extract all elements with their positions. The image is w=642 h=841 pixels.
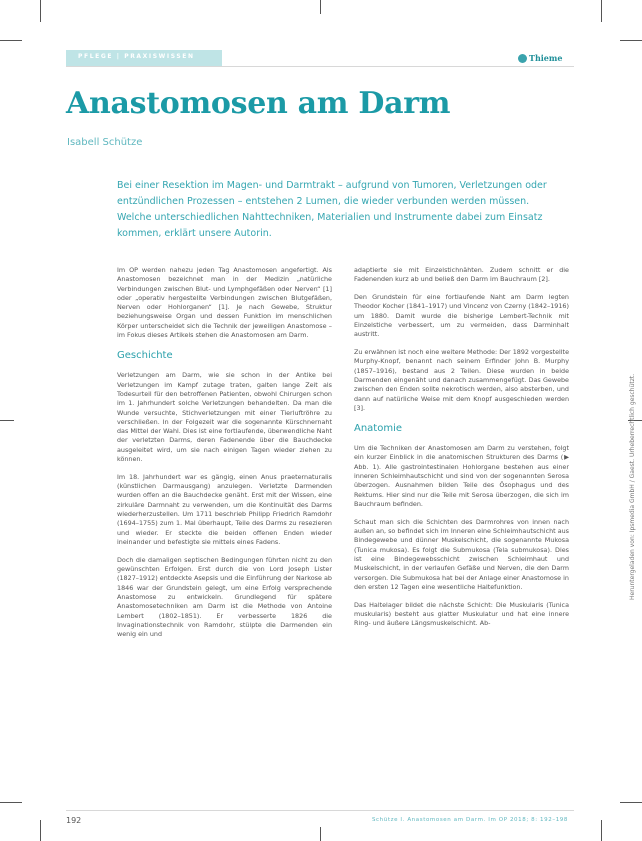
paragraph: Im 18. Jahrhundert war es gängig, einen Anus praeternaturalis (künstlichen Darmausgang) anzulegen. Verletzte Darmenden wurden offen an die Bauchdecke genäht. Erst mit der Wissen, eine zirkuläre Darmnaht zu verwenden, um die Kontinuität des Darms wiederherzustellen. Um 1711 beschrieb Philipp Friedrich Ramdohr (1694–1755) zum 1. Mal überhaupt, Teile des Darms zu resezieren und wieder. Er steckte die beiden offenen Enden wieder ineinander und befestigte sie mittels eines Fadens.	[117, 472, 332, 546]
body-column-right	[354, 266, 569, 637]
article-title: Anastomosen am Darm	[66, 86, 451, 121]
crop-mark-left-mid	[0, 420, 14, 421]
crop-mark-bottom-left-h	[0, 802, 22, 803]
paragraph: adaptierte sie mit Einzelstichnähten. Zudem schnitt er die Fadenenden kurz ab und beließ den Darm im Bauchraum [2].	[354, 266, 569, 284]
paragraph: Zu erwähnen ist noch eine weitere Methode: Der 1892 vorgestellte Murphy-Knopf, benannt nach seinem Erfinder John B. Murphy (1857–1916), bestand aus 2 Teilen. Diese wurden in beide Darmenden eingenäht und danach zusammengefügt. Das Gewebe zwischen den Enden sollte nekrotisch werden, also absterben, und dann auf natürliche Weise mit dem Knopf ausgeschieden werden [3].	[354, 348, 569, 412]
crop-mark-top-left-h	[0, 40, 22, 41]
crop-mark-top-right-h	[620, 40, 642, 41]
crop-mark-top-right-v	[601, 0, 602, 22]
article-lead: Bei einer Resektion im Magen- und Darmtrakt – aufgrund von Tumoren, Verletzungen oder entzündlichen Prozessen – entstehen 2 Lumen, die wieder verbunden werden müssen. Welche unterschiedlichen Nahttechniken, Materialien und Instrumente dabei zum Einsatz kommen, erklärt unsere Autorin.	[117, 180, 547, 239]
paragraph: Doch die damaligen septischen Bedingungen führten nicht zu den gewünschten Erfolgen. Erst durch die von Lord Joseph Lister (1827–1912) entdeckte Asepsis und die Einführung der Narkose ab 1846 war der Grundstein gelegt, um eine Erfolg versprechende Anastomose zu entwickeln. Grundlegend für spätere Anastomosetechniken am Darm ist die Methode von Antoine Lembert (1802–1851). Er verbesserte 1826 die Invaginationstechnik von Ramdohr, stülpte die Darmenden ein wenig ein und	[117, 555, 332, 639]
section-label: PFLEGE | PRAXISWISSEN	[78, 53, 195, 60]
crop-mark-bottom-right-h	[620, 802, 642, 803]
paragraph: Schaut man sich die Schichten des Darmrohres von innen nach außen an, so befindet sich im Inneren eine Schleimhautschicht aus Bindegewebe und dünner Muskelschicht, die sogenannte Mukosa (Tunica mukosa). Es folgt die Submukosa (Tela submukosa). Dies ist eine Bindegewebsschicht zwischen Schleimhaut und Muskelschicht, in der verlaufen Gefäße und Nerven, die den Darm versorgen. Die Submukosa hat bei der Anlage einer Anastomose in den ersten 12 Tagen eine wesentliche Haltefunktion.	[354, 517, 569, 591]
crop-mark-top-left-v	[40, 0, 41, 22]
download-notice	[628, 180, 638, 600]
crop-mark-bottom-left-v	[40, 820, 41, 841]
publisher-logo-text: Thieme	[529, 53, 563, 63]
download-notice-text: Heruntergeladen von: Ipsmedia GmbH / Gaest. Urheberrechtlich geschützt.	[629, 373, 636, 600]
paragraph: Im OP werden nahezu jeden Tag Anastomosen angefertigt. Als Anastomosen bezeichnet man in der Medizin „natürliche Verbindungen zwischen Blut- und Lymphgefäßen oder Nerven“ [1] oder „operativ hergestellte Verbindungen zwischen Blutgefäßen, Nerven oder Hohlorganen“ [1]. Je nach Gewebe, Struktur beziehungsweise Organ und dessen Funktion im menschlichen Körper unterscheidet sich die Technik der jeweiligen Anastomose – im Fokus dieses Artikels stehen die Anastomosen am Darm.	[117, 266, 332, 340]
journal-citation: Schütze I. Anastomosen am Darm. Im OP 2018; 8: 192–198	[371, 817, 568, 823]
publisher-logo	[518, 53, 562, 63]
article-author: Isabell Schütze	[67, 137, 143, 148]
page-number: 192	[66, 816, 82, 825]
section-heading-anatomie: Anatomie	[354, 423, 403, 435]
paragraph: Verletzungen am Darm, wie sie schon in der Antike bei Verletzungen im Kampf zutage traten, galten lange Zeit als Todesurteil für den betroffenen Patienten, obwohl Chirurgen schon im 1. Jahrhundert solche Verletzungen behandelten. Da man die Wunde versuchte, Stichverletzungen mit einer Tierluftröhre zu verschließen. In der Folgezeit war die sogenannte Kürschnernaht das Mittel der Wahl. Dies ist eine fortlaufende, überwendliche Naht der verletzten Darms, deren Fadenende über die Bauchdecke ausgeleitet wird, um sie nach einigen Tagen wieder ziehen zu können.	[117, 371, 332, 464]
body-column-left	[117, 266, 332, 648]
crop-mark-bottom-right-v	[601, 820, 602, 841]
paragraph: Den Grundstein für eine fortlaufende Naht am Darm legten Theodor Kocher (1841–1917) und Vincenz von Czerny (1842–1916) um 1880. Damit wurde die bisherige Lembert-Technik mit Einzelstiche verbessert, um zu vermeiden, dass Darminhalt austritt.	[354, 293, 569, 339]
section-heading-geschichte: Geschichte	[117, 350, 173, 362]
paragraph: Um die Techniken der Anastomosen am Darm zu verstehen, folgt ein kurzer Einblick in die anatomischen Strukturen des Darms (▶ Abb. 1). Alle gastrointestinalen Hohlorgane bestehen aus einer inneren Schleimhautschicht und sind von der sogenannten Serosa überzogen. Ausnahmen bilden Teile des Ösophagus und des Rektums. Hier sind nur die Teile mit Serosa überzogen, die sich im Bauchraum befinden.	[354, 444, 569, 508]
footer-rule	[66, 810, 574, 811]
section-label-band	[66, 50, 222, 66]
publisher-logo-icon	[518, 54, 527, 63]
header-rule	[66, 66, 574, 67]
paragraph: Das Haltelager bildet die nächste Schicht: Die Muskularis (Tunica muskularis) besteht aus glatter Muskulatur und hat eine innere Ring- und äußere Längsmuskelschicht. Ab-	[354, 600, 569, 628]
crop-mark-top-mid	[320, 0, 321, 14]
crop-mark-bottom-mid	[320, 827, 321, 841]
